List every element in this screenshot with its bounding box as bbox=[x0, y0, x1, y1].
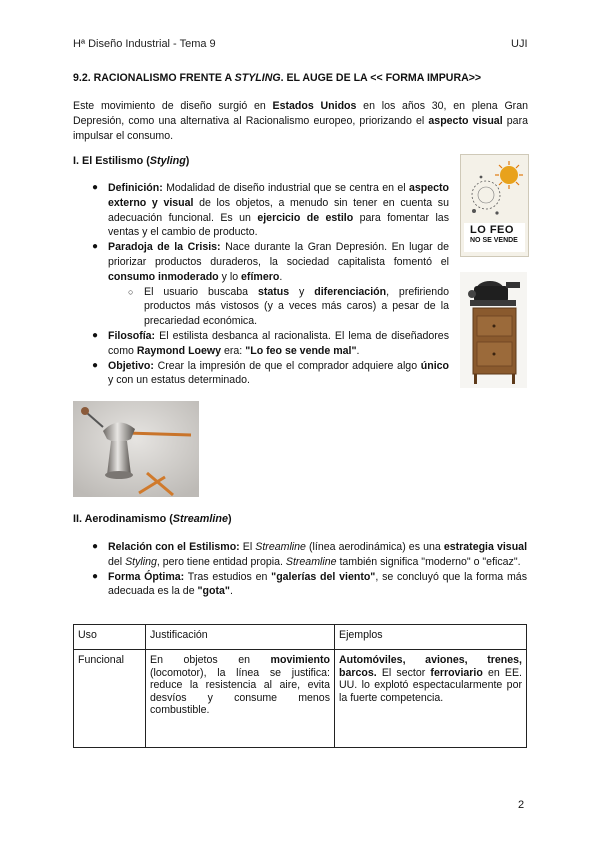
bullet-definicion: ● Definición: Modalidad de diseño industrial que se centra en el aspecto externo y visual de los objetos, a menudo sin tener en cuenta su adecuación funcional. Es un ejercicio de estilo para fomentar las ventas y el cambio de producto. bbox=[92, 182, 449, 239]
page-title: 9.2. RACIONALISMO FRENTE A STYLING. EL AUGE DE LA << FORMA IMPURA>> bbox=[73, 72, 482, 84]
bullet-paradoja: ● Paradoja de la Crisis: Nace durante la Gran Depresión. En lugar de priorizar productos duraderos, la sociedad capitalista fomentó el consumo inmoderado y lo efímero. bbox=[92, 241, 449, 283]
table-header-uso: Uso bbox=[74, 625, 146, 650]
pencil-sharpener-illustration bbox=[73, 401, 199, 497]
section-heading-streamline: II. Aerodinamismo (Streamline) bbox=[73, 513, 232, 525]
streamline-bullets bbox=[92, 540, 528, 599]
intro-paragraph: Este movimiento de diseño surgió en Estados Unidos en los años 30, en plena Gran Depresión, como una alternativa al Racionalismo europeo, priorizando el aspecto visual para impulsar el consumo. bbox=[73, 100, 528, 142]
table-cell-justificacion: En objetos en movimiento (locomotor), la línea se justifica: reduce la resistencia al aire, evita desvíos y consume menos combustible. bbox=[146, 650, 335, 748]
pencil-sharpener-image bbox=[73, 401, 199, 497]
table-header-ejemplos: Ejemplos bbox=[335, 625, 527, 650]
bullet-filosofia: ● Filosofía: El estilista desbanca al racionalista. El lema de diseñadores como Raymond Loewy era: "Lo feo se vende mal". bbox=[92, 329, 449, 357]
table-row bbox=[74, 650, 527, 748]
bullet-objetivo: ● Objetivo: Crear la impresión de que el comprador adquiere algo único y con un estatus determinado. bbox=[92, 359, 449, 387]
header-right: UJI bbox=[511, 38, 528, 50]
book-cover-image bbox=[460, 154, 529, 257]
section-heading-styling: I. El Estilismo (Styling) bbox=[73, 155, 190, 167]
table-cell-uso: Funcional bbox=[74, 650, 146, 748]
book-title-line1: LO FEO bbox=[470, 224, 514, 236]
sub-bullet-usuario: ○ El usuario buscaba status y diferenciación, prefiriendo productos más vistosos (y a veces más caros) a pesar de la precariedad económica. bbox=[128, 285, 449, 328]
table-header-row bbox=[74, 625, 527, 650]
table-cell-ejemplos: Automóviles, aviones, trenes, barcos. El sector ferroviario en EE. UU. lo explotó espectacularmente por la fuerte competencia. bbox=[335, 650, 527, 748]
page-number: 2 bbox=[518, 799, 525, 811]
streamline-table bbox=[73, 624, 527, 748]
table-header-justificacion: Justificación bbox=[146, 625, 335, 650]
duplicator-machine-illustration bbox=[460, 272, 527, 388]
duplicator-machine-image bbox=[460, 272, 527, 388]
header-left: Hª Diseño Industrial - Tema 9 bbox=[73, 38, 216, 50]
book-title-line2: NO SE VENDE bbox=[470, 237, 518, 244]
bullet-forma-optima: ● Forma Óptima: Tras estudios en "galerías del viento", se concluyó que la forma más adecuada es la de "gota". bbox=[92, 570, 528, 598]
styling-bullets bbox=[92, 181, 449, 388]
bullet-relacion: ● Relación con el Estilismo: El Streamline (línea aerodinámica) es una estrategia visual del Styling, pero tiene entidad propia. Streamline también significa "moderno" o "eficaz". bbox=[92, 541, 528, 568]
